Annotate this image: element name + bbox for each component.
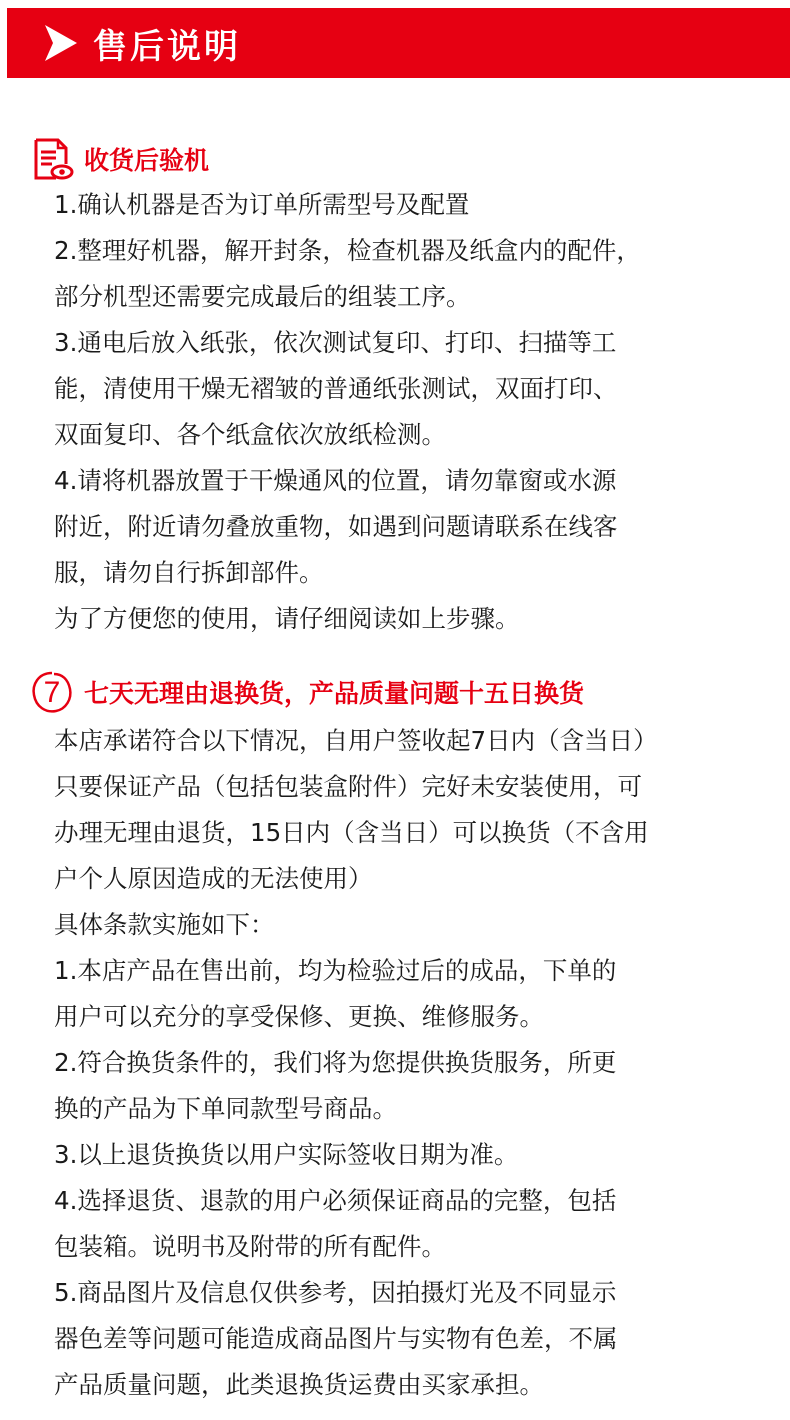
text-line: 4.请将机器放置于干燥通风的位置，请勿靠窗或水源 xyxy=(54,466,617,495)
text-line: 2.整理好机器，解开封条，检查机器及纸盒内的配件， xyxy=(54,236,641,265)
section-inspection-header xyxy=(30,134,209,184)
text-line: 1.确认机器是否为订单所需型号及配置 xyxy=(54,190,470,219)
text-line: 5.商品图片及信息仅供参考，因拍摄灯光及不同显示 xyxy=(54,1278,617,1307)
inspection-document-icon xyxy=(30,136,74,182)
text-line: 办理无理由退货，15日内（含当日）可以换货（不含用 xyxy=(54,818,649,847)
text-line: 包装箱。说明书及附带的所有配件。 xyxy=(54,1232,446,1261)
text-line: 只要保证产品（包括包装盒附件）完好未安装使用，可 xyxy=(54,772,642,801)
section-return-title: 七天无理由退换货，产品质量问题十五日换货 xyxy=(84,679,585,708)
text-line: 户个人原因造成的无法使用） xyxy=(54,864,373,893)
text-line: 2.符合换货条件的，我们将为您提供换货服务，所更 xyxy=(54,1048,617,1077)
text-line: 为了方便您的使用，请仔细阅读如上步骤。 xyxy=(54,604,520,633)
text-line: 3.通电后放入纸张，依次测试复印、打印、扫描等工 xyxy=(54,328,617,357)
section-return-body xyxy=(54,718,779,1408)
seven-day-badge-icon xyxy=(30,669,74,715)
section-return-header xyxy=(30,667,584,717)
text-line: 器色差等问题可能造成商品图片与实物有色差，不属 xyxy=(54,1324,618,1353)
text-line: 附近，附近请勿叠放重物，如遇到问题请联系在线客 xyxy=(54,512,618,541)
text-line: 产品质量问题，此类退换货运费由买家承担。 xyxy=(54,1370,544,1399)
text-line: 换的产品为下单同款型号商品。 xyxy=(54,1094,397,1123)
chevron-right-icon xyxy=(43,23,79,63)
text-line: 4.选择退货、退款的用户必须保证商品的完整，包括 xyxy=(54,1186,617,1215)
text-line: 部分机型还需要完成最后的组装工序。 xyxy=(54,282,471,311)
badge-number: 7 xyxy=(43,676,61,709)
text-line: 具体条款实施如下： xyxy=(54,910,275,939)
text-line: 服，请勿自行拆卸部件。 xyxy=(54,558,324,587)
text-line: 1.本店产品在售出前，均为检验过后的成品，下单的 xyxy=(54,956,617,985)
text-line: 双面复印、各个纸盒依次放纸检测。 xyxy=(54,420,446,449)
text-line: 能，清使用干燥无褶皱的普通纸张测试，双面打印、 xyxy=(54,374,618,403)
section-inspection-title: 收货后验机 xyxy=(84,146,210,175)
page-title: 售后说明 xyxy=(93,26,241,67)
text-line: 3.以上退货换货以用户实际签收日期为准。 xyxy=(54,1140,519,1169)
text-line: 用户可以充分的享受保修、更换、维修服务。 xyxy=(54,1002,544,1031)
text-line: 本店承诺符合以下情况，自用户签收起7日内（含当日） xyxy=(54,726,658,755)
header-banner xyxy=(7,8,790,78)
section-inspection-body xyxy=(54,182,779,642)
